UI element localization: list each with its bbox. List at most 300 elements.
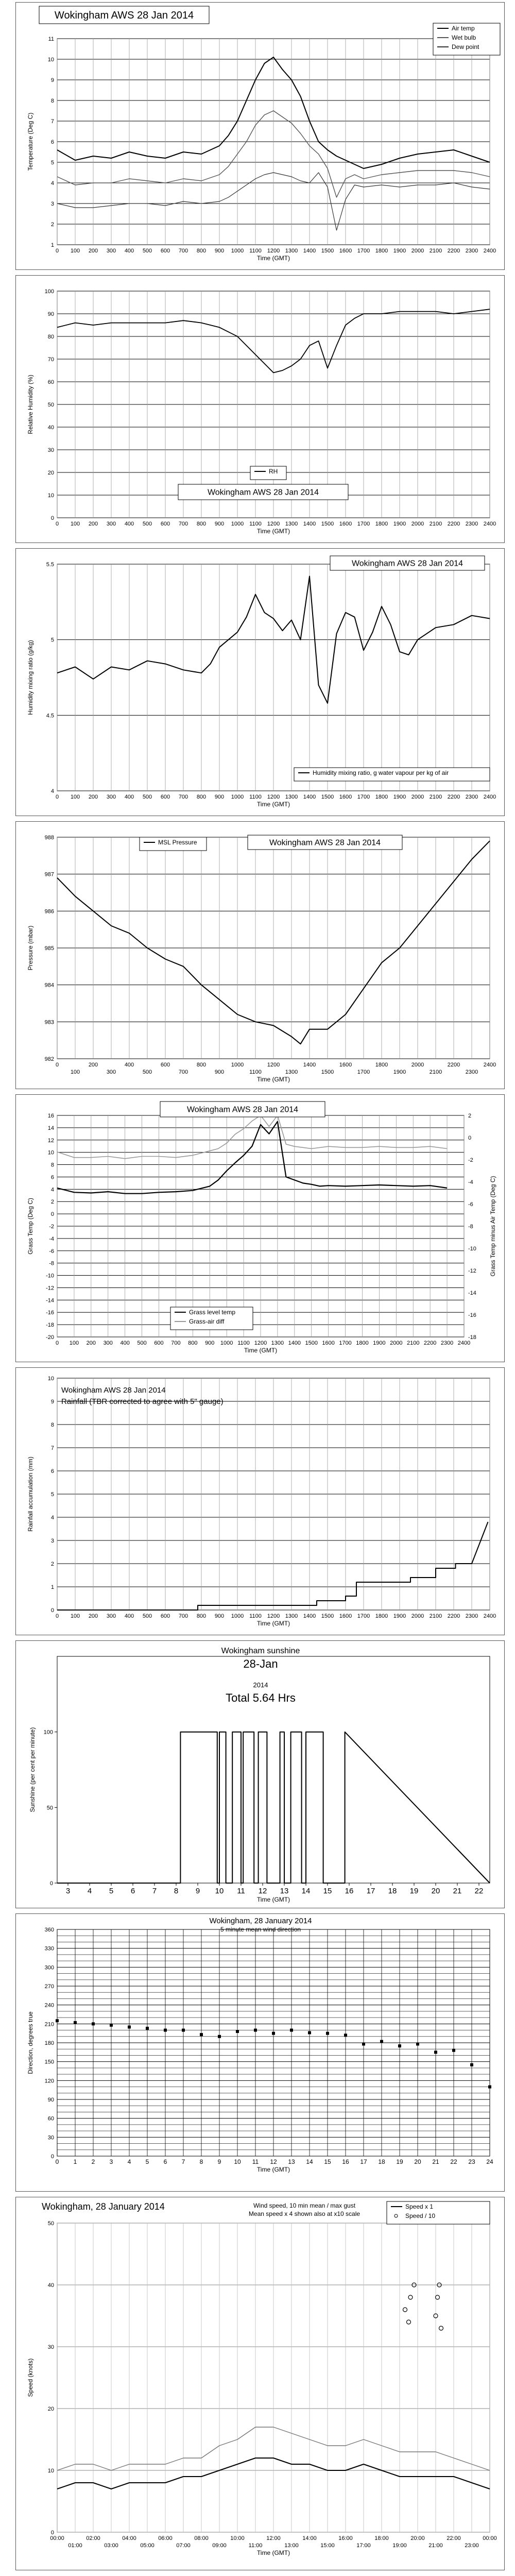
x-tick-label: 03:00 [104,2543,118,2549]
x-tick-label: 1700 [339,1340,352,1346]
x-tick-label: 1500 [305,1340,318,1346]
x-tick-label: 12 [258,1887,267,1895]
wind-direction-point [416,2042,419,2045]
chart-title: Wokingham sunshine [221,1647,300,1655]
x-tick-label: 9 [217,2158,221,2165]
y-tick-label: 5.5 [46,562,54,568]
x-tick-label: 10 [234,2158,241,2165]
x-tick-label: 800 [196,521,207,527]
x-tick-label: 3 [65,1887,71,1895]
x-tick-label: 1800 [375,521,388,527]
x-tick-label: 1000 [220,1340,233,1346]
x-tick-label: 20:00 [410,2535,425,2541]
x-tick-label: 1500 [321,1613,334,1619]
y-tick-label: 50 [47,2221,54,2227]
x-tick-label: 1500 [321,794,334,800]
x-tick-label: 600 [154,1340,164,1346]
x-tick-label: 1800 [375,248,388,254]
x-tick-label: 800 [196,1613,207,1619]
chart-subtitle: Rainfall (TBR corrected to agree with 5" gauge) [61,1397,224,1406]
x-tick-label: 16 [345,1887,354,1895]
x-tick-label: 100 [70,1613,80,1619]
x-tick-label: 2300 [465,794,478,800]
x-tick-label: 600 [160,1613,170,1619]
x-tick-label: 2000 [411,1062,424,1068]
y-tick-label: 4 [50,1187,54,1193]
x-tick-label: 19 [396,2158,403,2165]
x-tick-label: 900 [214,521,225,527]
x-tick-label: 700 [178,521,188,527]
x-tick-label: 0 [55,1062,59,1068]
x-tick-label: 2200 [447,794,460,800]
x-tick-label: 1400 [303,521,316,527]
y-tick-label: 360 [44,1927,54,1933]
x-tick-label: 1300 [285,521,298,527]
chart-title: Wokingham AWS 28 Jan 2014 [351,559,464,568]
y-axis-label: Rainfall accumulation (mm) [27,1456,34,1532]
y-tick-label: 9 [50,77,54,83]
x-tick-label: 12:00 [266,2535,281,2541]
y-tick-label: 60 [47,379,54,385]
wind-speed-chart [16,2197,505,2571]
wind-direction-point [92,2022,95,2025]
x-tick-label: 13 [280,1887,289,1895]
x-tick-label: 11:00 [248,2543,263,2549]
x-tick-label: 10:00 [230,2535,245,2541]
x-tick-label: 1000 [231,1613,244,1619]
x-tick-label: 500 [142,1613,152,1619]
y-tick-label: -6 [49,1248,54,1255]
x-tick-label: 1100 [249,248,262,254]
x-tick-label: 200 [88,1613,98,1619]
y-tick-label: 210 [44,2021,54,2028]
wind-direction-point [362,2042,365,2045]
y-tick-label: 2 [50,1199,54,1206]
legend-label: Speed x 1 [405,2203,434,2210]
y-tick-label: 983 [44,1019,54,1026]
y2-tick-label: -4 [468,1179,473,1185]
wind-speed-chart-panel [15,2197,505,2570]
x-tick-label: 8 [199,2158,203,2165]
y-tick-label: 330 [44,1945,54,1952]
x-tick-label: 21 [453,1887,462,1895]
x-tick-label: 600 [160,521,170,527]
x-tick-label: 1000 [231,248,244,254]
x-tick-label: 700 [178,1613,188,1619]
y-tick-label: 1 [50,1584,54,1590]
y2-tick-label: -18 [468,1334,476,1341]
wind-direction-point [236,2030,239,2033]
chart-title: Wokingham AWS 28 Jan 2014 [207,488,319,497]
y-tick-label: 6 [50,1468,54,1475]
x-tick-label: 2200 [447,521,460,527]
x-axis-label: Time (GMT) [256,2166,290,2173]
x-tick-label: 1600 [339,521,352,527]
chart-title: Wokingham AWS 28 Jan 2014 [269,838,381,848]
x-tick-label: 100 [69,1340,79,1346]
y-tick-label: 10 [47,1149,54,1156]
x-tick-label: 1200 [254,1340,267,1346]
x-tick-label: 2200 [423,1340,437,1346]
x-tick-label: 01:00 [68,2543,82,2549]
y-tick-label: 6 [50,1174,54,1181]
x-tick-label: 07:00 [176,2543,191,2549]
y-axis-label: Temperature (Deg C) [27,112,34,171]
y-tick-label: 30 [47,447,54,453]
x-axis-label: Time (GMT) [256,801,290,808]
y-tick-label: 5 [50,1492,54,1498]
x-tick-label: 6 [163,2158,167,2165]
x-axis-label: Time (GMT) [256,528,290,535]
x-tick-label: 500 [142,248,152,254]
y-tick-label: 2 [50,222,54,228]
y2-tick-label: -14 [468,1290,476,1296]
chart-title: Wokingham AWS 28 Jan 2014 [61,1386,166,1395]
wind-direction-point [326,2032,329,2035]
x-tick-label: 1100 [249,1613,262,1619]
x-tick-label: 700 [178,248,188,254]
y-tick-label: -12 [46,1285,54,1292]
wind-direction-point [74,2021,77,2024]
y-tick-label: -10 [46,1273,54,1279]
x-tick-label: 300 [106,1613,116,1619]
y-tick-label: 100 [44,289,54,295]
x-tick-label: 04:00 [122,2535,136,2541]
plot-area [57,1656,490,1883]
y-tick-label: 987 [44,871,54,878]
y-tick-label: -4 [49,1235,54,1242]
x-tick-label: 2000 [411,794,424,800]
y2-tick-label: -6 [468,1201,473,1208]
y-tick-label: 4 [50,180,54,187]
x-tick-label: 2100 [429,794,442,800]
x-tick-label: 1500 [321,248,334,254]
y-tick-label: 80 [47,334,54,340]
y-tick-label: 20 [47,470,54,476]
y-axis-label: Sunshine (per cent per minute) [29,1727,36,1812]
y-tick-label: 5 [50,637,54,643]
x-tick-label: 1400 [303,794,316,800]
y-tick-label: -2 [49,1224,54,1230]
x-tick-label: 2000 [411,1613,424,1619]
y-axis-label: Pressure (mbar) [27,925,34,971]
y-tick-label: -20 [46,1334,54,1341]
y-axis-label: Direction, degrees true [27,2011,34,2074]
x-tick-label: 100 [70,248,80,254]
x-tick-label: 15:00 [320,2543,335,2549]
x-tick-label: 24 [486,2158,493,2165]
x-tick-label: 900 [205,1340,215,1346]
x-tick-label: 900 [214,1069,225,1075]
x-tick-label: 1300 [271,1340,284,1346]
x-tick-label: 2300 [440,1340,454,1346]
x-tick-label: 14 [306,2158,313,2165]
x-tick-label: 1200 [267,248,280,254]
x-tick-label: 600 [160,794,170,800]
wind-direction-chart-panel [15,1913,505,2192]
x-tick-label: 2300 [465,248,478,254]
x-tick-label: 1600 [339,794,352,800]
temperature-chart-panel [15,2,505,270]
x-tick-label: 18:00 [374,2535,389,2541]
x-tick-label: 9 [195,1887,200,1895]
x-tick-label: 500 [142,1069,152,1075]
x-tick-label: 2000 [411,521,424,527]
y-tick-label: 50 [46,1805,53,1811]
chart-title: Wokingham AWS 28 Jan 2014 [54,10,194,21]
legend-label: Air temp [452,25,475,32]
pressure-chart-panel [15,821,505,1089]
x-tick-label: 800 [196,1062,207,1068]
x-tick-label: 2 [91,2158,95,2165]
x-tick-label: 1800 [375,794,388,800]
wind-direction-point [470,2063,473,2066]
x-tick-label: 05:00 [140,2543,154,2549]
x-tick-label: 14:00 [302,2535,317,2541]
x-tick-label: 200 [88,521,98,527]
y-tick-label: 180 [44,2040,54,2046]
y-tick-label: 3 [50,201,54,207]
x-tick-label: 22:00 [447,2535,461,2541]
sunshine-chart [16,1641,505,1909]
x-tick-label: 900 [214,1613,225,1619]
x-tick-label: 18 [378,2158,385,2165]
x-tick-label: 2400 [483,1613,496,1619]
mixing-ratio-chart [16,549,505,817]
y-tick-label: 20 [47,2406,54,2412]
y-axis-label: Relative Humidity (%) [27,375,34,434]
x-tick-label: 900 [214,794,225,800]
y-tick-label: 985 [44,945,54,952]
x-tick-label: 12 [270,2158,277,2165]
rainfall-chart-panel [15,1367,505,1635]
x-tick-label: 1900 [393,794,406,800]
legend-label: MSL Pressure [158,839,197,846]
x-tick-label: 700 [171,1340,181,1346]
x-tick-label: 16 [342,2158,349,2165]
chart-subtitle-date: 28-Jan [243,1657,278,1670]
legend-label: Speed / 10 [405,2212,436,2219]
x-tick-label: 2000 [411,248,424,254]
x-tick-label: 4 [127,2158,131,2165]
legend-box [250,466,286,480]
x-tick-label: 200 [88,248,98,254]
y-tick-label: 120 [44,2078,54,2084]
legend-label: Humidity mixing ratio, g water vapour per kg of air [313,769,449,776]
x-tick-label: 02:00 [86,2535,100,2541]
x-tick-label: 400 [124,1062,134,1068]
y2-tick-label: -16 [468,1312,476,1318]
y-tick-label: 10 [47,493,54,499]
y-tick-label: 240 [44,2002,54,2009]
legend-box [387,2201,490,2224]
x-tick-label: 200 [86,1340,96,1346]
x-tick-label: 17 [366,1887,375,1895]
x-tick-label: 2200 [447,1062,460,1068]
x-tick-label: 1700 [357,794,370,800]
x-tick-label: 2300 [465,1069,478,1075]
x-tick-label: 1400 [303,1062,316,1068]
x-tick-label: 100 [70,521,80,527]
x-tick-label: 1800 [375,1613,388,1619]
x-tick-label: 20 [414,2158,421,2165]
humidity-chart-panel [15,275,505,543]
x-tick-label: 500 [142,794,152,800]
y2-tick-label: -8 [468,1224,473,1230]
x-tick-label: 1800 [375,1062,388,1068]
wind-direction-point [434,2050,437,2054]
x-tick-label: 500 [137,1340,147,1346]
x-tick-label: 1700 [357,1069,370,1075]
x-tick-label: 300 [106,248,116,254]
y-tick-label: 10 [47,57,54,63]
x-tick-label: 0 [55,1340,59,1346]
y-tick-label: 100 [43,1729,53,1736]
x-tick-label: 13 [288,2158,295,2165]
x-tick-label: 2100 [429,1613,442,1619]
y-tick-label: 8 [50,1422,54,1428]
y-tick-label: 50 [47,402,54,408]
x-tick-label: 1600 [322,1340,335,1346]
y-tick-label: 8 [50,1162,54,1168]
chart-subtitle: Wind speed, 10 min mean / max gust [253,2202,356,2209]
x-tick-label: 0 [55,248,59,254]
x-tick-label: 5 [145,2158,149,2165]
x-tick-label: 2200 [447,248,460,254]
x-tick-label: 1600 [339,248,352,254]
x-tick-label: 00:00 [483,2535,497,2541]
x-tick-label: 2300 [465,1613,478,1619]
x-tick-label: 0 [55,794,59,800]
y-tick-label: 8 [50,98,54,104]
chart-title: Wokingham, 28 January 2014 [209,1917,312,1925]
x-tick-label: 17 [360,2158,367,2165]
wind-direction-point [218,2035,221,2038]
mixing-ratio-chart-panel [15,548,505,816]
legend-label: Wet bulb [452,34,476,41]
x-tick-label: 00:00 [50,2535,64,2541]
x-tick-label: 800 [196,248,207,254]
x-tick-label: 1000 [231,794,244,800]
x-tick-label: 900 [214,248,225,254]
legend-label: Grass-air diff [189,1318,225,1325]
chart-subtitle-year: 2014 [253,1681,268,1689]
x-tick-label: 2200 [447,1613,460,1619]
x-tick-label: 1900 [393,521,406,527]
x-tick-label: 1 [73,2158,77,2165]
x-tick-label: 400 [124,521,134,527]
x-tick-label: 1100 [237,1340,250,1346]
y-tick-label: 1 [50,242,54,248]
x-tick-label: 16:00 [338,2535,353,2541]
y-tick-label: 0 [50,2154,54,2160]
wind-direction-point [380,2040,383,2043]
x-tick-label: 2400 [483,521,496,527]
y-tick-label: 4 [50,788,54,794]
x-tick-label: 1900 [393,248,406,254]
x-tick-label: 17:00 [356,2543,371,2549]
chart-subtitle: 5 minute mean wind direction [220,1926,301,1933]
y-axis-label: Humidity mixing ratio (g/kg) [27,640,34,715]
y2-axis-label: Grass Temp minus Air Temp (Deg C) [489,1176,496,1277]
y-tick-label: 6 [50,139,54,145]
humidity-chart [16,276,505,544]
y-tick-label: -8 [49,1260,54,1267]
x-tick-label: 1100 [249,794,262,800]
x-tick-label: 1200 [267,794,280,800]
wind-direction-point [200,2033,203,2036]
x-tick-label: 1200 [267,1613,280,1619]
x-tick-label: 1500 [321,1069,334,1075]
x-tick-label: 1900 [373,1340,386,1346]
x-tick-label: 22 [450,2158,457,2165]
x-tick-label: 1200 [267,1062,280,1068]
grass-temperature-chart [16,1095,505,1363]
x-tick-label: 22 [474,1887,484,1895]
x-tick-label: 300 [106,1069,116,1075]
legend-label: Grass level temp [189,1309,236,1316]
x-tick-label: 09:00 [212,2543,227,2549]
y-tick-label: 986 [44,908,54,915]
x-tick-label: 1500 [321,521,334,527]
x-tick-label: 800 [188,1340,198,1346]
x-axis-label: Time (GMT) [256,1076,290,1083]
wind-direction-point [254,2029,257,2032]
x-tick-label: 2000 [390,1340,403,1346]
y2-tick-label: 2 [468,1113,472,1119]
y-tick-label: 270 [44,1984,54,1990]
y-tick-label: 60 [47,2115,54,2122]
x-tick-label: 11 [252,2158,259,2165]
y-tick-label: 150 [44,2059,54,2065]
wind-direction-point [290,2029,293,2032]
x-tick-label: 400 [124,248,134,254]
x-tick-label: 15 [323,1887,332,1895]
x-tick-label: 1900 [393,1069,406,1075]
y-tick-label: 300 [44,1964,54,1971]
x-tick-label: 700 [178,1069,188,1075]
y-tick-label: 0 [50,515,54,521]
x-tick-label: 1700 [357,1613,370,1619]
x-axis-label: Time (GMT) [256,255,290,262]
y-tick-label: 7 [50,1445,54,1451]
x-tick-label: 21:00 [428,2543,443,2549]
x-tick-label: 1600 [339,1062,352,1068]
x-tick-label: 2100 [407,1340,420,1346]
y-tick-label: 30 [47,2134,54,2141]
y-tick-label: 30 [47,2344,54,2350]
y-tick-label: 40 [47,425,54,431]
rainfall-chart [16,1368,505,1636]
y-tick-label: 2 [50,1561,54,1567]
wind-direction-point [182,2029,185,2032]
x-tick-label: 08:00 [194,2535,209,2541]
x-tick-label: 11 [237,1887,245,1895]
x-tick-label: 19:00 [392,2543,407,2549]
x-tick-label: 1400 [288,1340,301,1346]
pressure-chart [16,822,505,1090]
y-tick-label: 5 [50,160,54,166]
wind-direction-chart [16,1914,505,2192]
x-tick-label: 7 [181,2158,185,2165]
x-tick-label: 06:00 [158,2535,173,2541]
y-tick-label: 90 [47,311,54,317]
x-tick-label: 400 [120,1340,130,1346]
x-tick-label: 800 [196,794,207,800]
y2-tick-label: -2 [468,1157,473,1163]
x-tick-label: 1300 [285,794,298,800]
y-tick-label: 14 [47,1125,54,1131]
